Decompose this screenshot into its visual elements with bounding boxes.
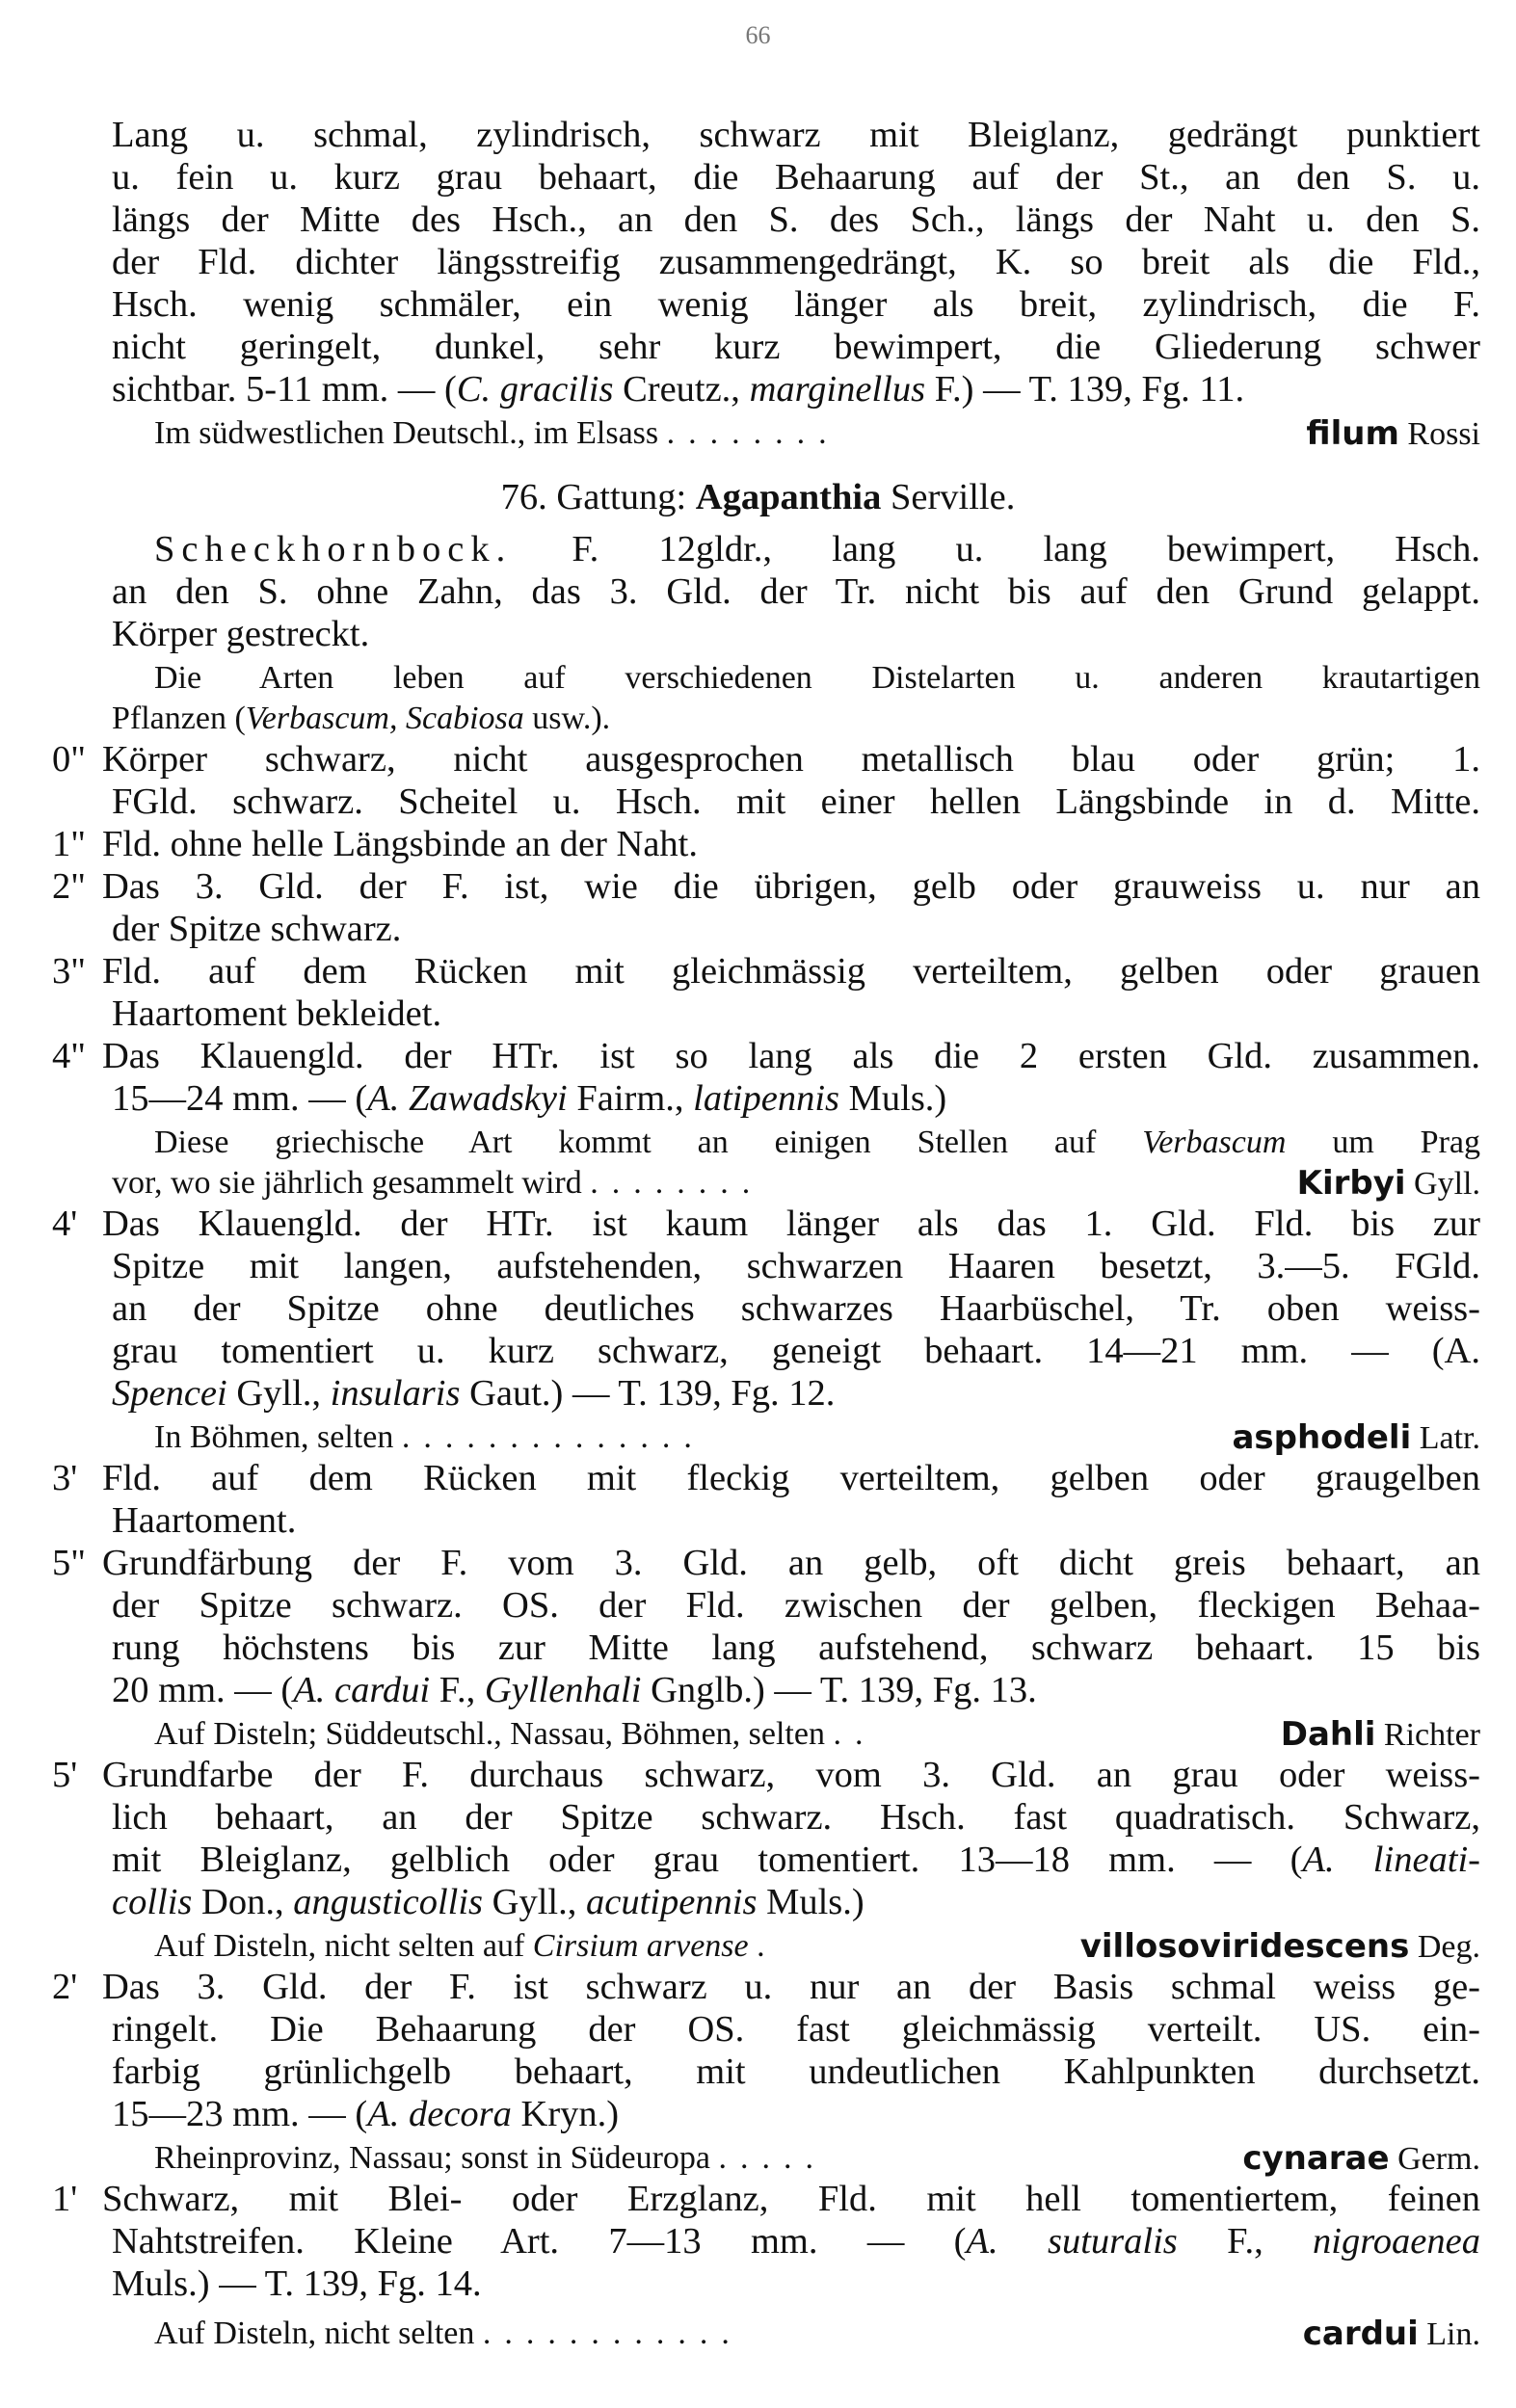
text-line: Lang u. schmal, zylindrisch, schwarz mit Bleiglanz, gedrängt punktiert: [112, 115, 1480, 155]
species-name: villosoviridescens: [1079, 1927, 1410, 1966]
locality-line: vor, wo sie jährlich gesammelt wird ........ Kirbyi Gyll.: [112, 1164, 1480, 1203]
page-number: 66: [745, 21, 771, 49]
text-line: FGld. schwarz. Scheitel u. Hsch. mit einer hellen Längsbinde in d. Mitte.: [112, 781, 1480, 822]
text-line: grau tomentiert u. kurz schwarz, geneigt behaart. 14—21 mm. — (A.: [112, 1331, 1480, 1371]
text-line: lich behaart, an der Spitze schwarz. Hsch. fast quadratisch. Schwarz,: [112, 1797, 1480, 1838]
key-line: 2" Das 3. Gld. der F. ist, wie die übrigen, gelb oder grauweiss u. nur an: [52, 866, 1480, 907]
text-line: der Fld. dichter längsstreifig zusammengedrängt, K. so breit als die Fld.,: [112, 242, 1480, 282]
text-line: rung höchstens bis zur Mitte lang aufstehend, schwarz behaart. 15 bis: [112, 1627, 1480, 1668]
text-line: Die Arten leben auf verschiedenen Distelarten u. anderen krautartigen: [154, 660, 1480, 696]
locality-line: Auf Disteln, nicht selten ............ cardui Lin.: [154, 2315, 1480, 2353]
text-line: nicht geringelt, dunkel, sehr kurz bewimpert, die Gliederung schwer: [112, 327, 1480, 367]
text-line: 15—23 mm. — (A. decora Kryn.): [112, 2094, 620, 2134]
text-line: Haartoment bekleidet.: [112, 993, 442, 1034]
text-line: Spencei Gyll., insularis Gaut.) — T. 139, Fg. 12.: [112, 1373, 836, 1414]
locality-line: In Böhmen, selten .............. asphodeli Latr.: [154, 1418, 1480, 1457]
text-line: ringelt. Die Behaarung der OS. fast gleichmässig verteilt. US. ein-: [112, 2009, 1480, 2050]
genus-name: Agapanthia: [695, 477, 882, 517]
key-line: 5' Grundfarbe der F. durchaus schwarz, vom 3. Gld. an grau oder weiss-: [52, 1755, 1480, 1795]
key-line: 1' Schwarz, mit Blei- oder Erzglanz, Fld. mit hell tomentiertem, feinen: [52, 2179, 1480, 2219]
text-line: an der Spitze ohne deutliches schwarzes Haarbüschel, Tr. oben weiss-: [112, 1288, 1480, 1329]
text-line: Nahtstreifen. Kleine Art. 7—13 mm. — (A. suturalis F., nigroaenea: [112, 2221, 1480, 2262]
text-line: Hsch. wenig schmäler, ein wenig länger als breit, zylindrisch, die F.: [112, 284, 1480, 325]
text-line: Diese griechische Art kommt an einigen Stellen auf Verbascum um Prag: [154, 1125, 1480, 1160]
text-line: 20 mm. — (A. cardui F., Gyllenhali Gnglb.) — T. 139, Fg. 13.: [112, 1670, 1037, 1710]
species-name: filum: [1306, 414, 1399, 453]
text-line: an den S. ohne Zahn, das 3. Gld. der Tr. nicht bis auf den Grund gelappt.: [112, 571, 1480, 612]
key-line: 2' Das 3. Gld. der F. ist schwarz u. nur an der Basis schmal weiss ge-: [52, 1967, 1480, 2007]
key-line: 3' Fld. auf dem Rücken mit fleckig verteiltem, gelben oder graugelben: [52, 1458, 1480, 1498]
text-line: längs der Mitte des Hsch., an den S. des Sch., längs der Naht u. den S.: [112, 199, 1480, 240]
species-name: asphodeli: [1232, 1418, 1412, 1457]
genus-heading: 76. Gattung: Agapanthia Serville.: [500, 477, 1016, 517]
locality-line: Auf Disteln; Süddeutschl., Nassau, Böhmen, selten .. Dahli Richter: [154, 1715, 1480, 1754]
text-line: 15—24 mm. — (A. Zawadskyi Fairm., latipennis Muls.): [112, 1078, 947, 1119]
text-line: Muls.) — T. 139, Fg. 14.: [112, 2263, 482, 2304]
text-line: der Spitze schwarz. OS. der Fld. zwischen der gelben, fleckigen Behaa-: [112, 1585, 1480, 1626]
key-line: 5" Grundfärbung der F. vom 3. Gld. an gelb, oft dicht greis behaart, an: [52, 1543, 1480, 1583]
locality-line: Auf Disteln, nicht selten auf Cirsium arvense . villosoviridescens Deg.: [154, 1927, 1480, 1966]
text-line: Pflanzen (Verbascum, Scabiosa usw.).: [112, 701, 611, 736]
key-line: 3" Fld. auf dem Rücken mit gleichmässig verteiltem, gelben oder grauen: [52, 951, 1480, 992]
text-line: farbig grünlichgelb behaart, mit undeutlichen Kahlpunkten durchsetzt.: [112, 2051, 1480, 2092]
text-line: Körper gestreckt.: [112, 614, 370, 654]
key-line: 1" Fld. ohne helle Längsbinde an der Naht.: [52, 824, 698, 864]
text-line: Haartoment.: [112, 1500, 297, 1541]
text-line: Spitze mit langen, aufstehenden, schwarzen Haaren besetzt, 3.—5. FGld.: [112, 1246, 1480, 1286]
text-line: der Spitze schwarz.: [112, 909, 402, 949]
locality-line: Rheinprovinz, Nassau; sonst in Südeuropa ..... cynarae Germ.: [154, 2139, 1480, 2178]
text-line: collis Don., angusticollis Gyll., acutipennis Muls.): [112, 1882, 864, 1922]
key-line: 0" Körper schwarz, nicht ausgesprochen metallisch blau oder grün; 1.: [52, 739, 1480, 780]
key-line: 4" Das Klauengld. der HTr. ist so lang als die 2 ersten Gld. zusammen.: [52, 1036, 1480, 1076]
species-name: Kirbyi: [1296, 1164, 1406, 1203]
text-line: sichtbar. 5-11 mm. — (C. gracilis Creutz., marginellus F.) — T. 139, Fg. 11.: [112, 369, 1245, 410]
species-name: cardui: [1302, 2315, 1419, 2353]
text-line: u. fein u. kurz grau behaart, die Behaarung auf der St., an den S. u.: [112, 157, 1480, 198]
species-name: cynarae: [1242, 2139, 1390, 2178]
species-name: Dahli: [1280, 1715, 1376, 1754]
text-line: Scheckhornbock. F. 12gldr., lang u. lang bewimpert, Hsch.: [154, 529, 1480, 569]
locality-line: Im südwestlichen Deutschl., im Elsass ........ filum Rossi: [154, 414, 1480, 453]
text-line: mit Bleiglanz, gelblich oder grau tomentiert. 13—18 mm. — (A. lineati-: [112, 1839, 1481, 1880]
key-line: 4' Das Klauengld. der HTr. ist kaum länger als das 1. Gld. Fld. bis zur: [52, 1204, 1480, 1244]
